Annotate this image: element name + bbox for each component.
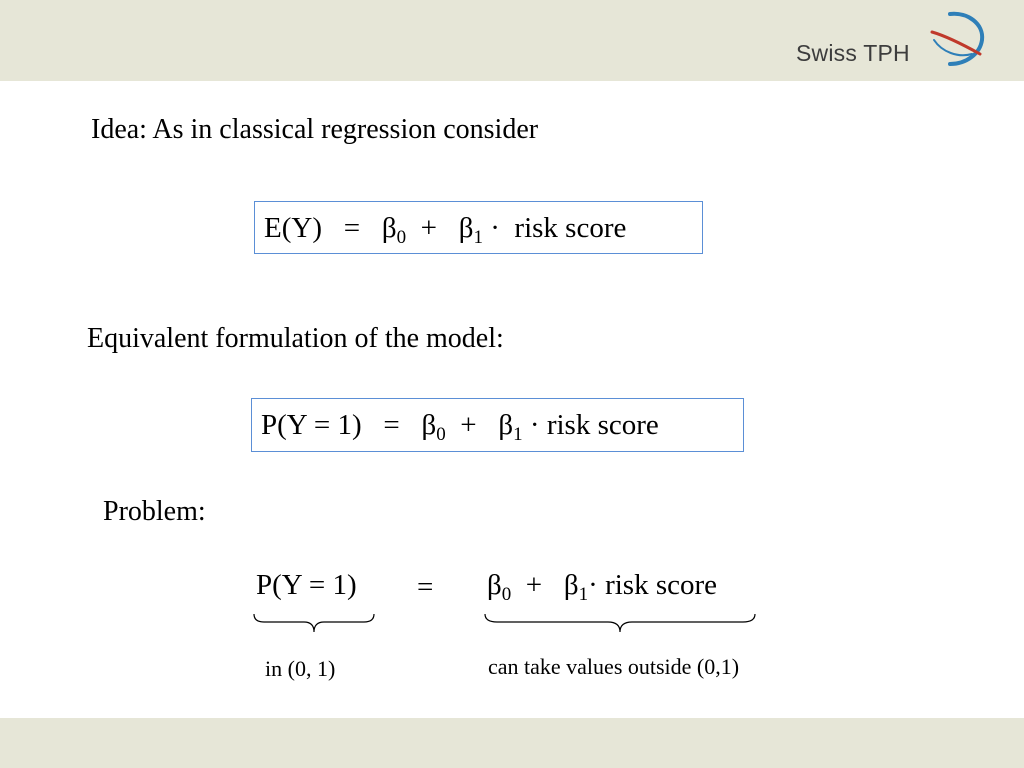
formula-1-lhs: E(Y) — [264, 212, 322, 244]
formula-1-beta0-sub: 0 — [396, 227, 407, 248]
formula-2-beta0: β — [421, 409, 437, 441]
annotation-left: in (0, 1) — [265, 656, 336, 681]
formula-1-plus: + — [420, 212, 437, 244]
formula-2-beta1: β — [498, 409, 514, 441]
formula-2-term: risk score — [546, 409, 659, 441]
formula-2-plus: + — [460, 409, 477, 441]
right-underbrace — [483, 612, 757, 636]
swiss-tph-globe-icon — [928, 10, 988, 70]
annotation-right: can take values outside (0,1) — [488, 654, 740, 679]
formula-1-beta1-sub: 1 — [473, 227, 483, 248]
left-underbrace — [252, 612, 376, 636]
formula-3-beta0: β — [487, 569, 502, 601]
equivalent-text: Equivalent formulation of the model: — [87, 323, 504, 354]
formula-1-dot: · — [490, 212, 500, 244]
formula-3-equals: = — [417, 571, 434, 603]
formula-3-rhs — [487, 569, 717, 605]
formula-1-term: risk score — [514, 212, 627, 244]
intro-text: Idea: As in classical regression consider — [91, 114, 539, 145]
footer-bar — [0, 718, 1024, 768]
logo-text: Swiss TPH — [796, 40, 910, 66]
formula-2-beta1-sub: 1 — [513, 424, 523, 445]
formula-3-lhs: P(Y = 1) — [256, 569, 357, 601]
problem-text: Problem: — [103, 496, 206, 527]
formula-2-lhs: P(Y = 1) — [261, 409, 362, 441]
formula-2 — [261, 409, 659, 445]
formula-box-2 — [251, 398, 744, 452]
formula-1-beta1: β — [458, 212, 474, 244]
formula-2-dot: · — [529, 409, 540, 441]
formula-3-beta0-sub: 0 — [501, 584, 512, 605]
formula-1-beta0: β — [381, 212, 397, 244]
formula-3-term: risk score — [605, 569, 717, 601]
formula-3-beta1-sub: 1 — [578, 584, 589, 605]
formula-3-dot: · — [588, 569, 598, 601]
formula-1-equals: = — [343, 212, 361, 244]
formula-2-beta0-sub: 0 — [436, 424, 446, 445]
formula-3-plus: + — [525, 569, 543, 601]
formula-2-equals: = — [383, 409, 400, 441]
formula-1 — [264, 212, 627, 248]
swiss-tph-logo — [793, 10, 993, 72]
formula-3-beta1: β — [563, 569, 579, 601]
formula-box-1 — [254, 201, 703, 254]
